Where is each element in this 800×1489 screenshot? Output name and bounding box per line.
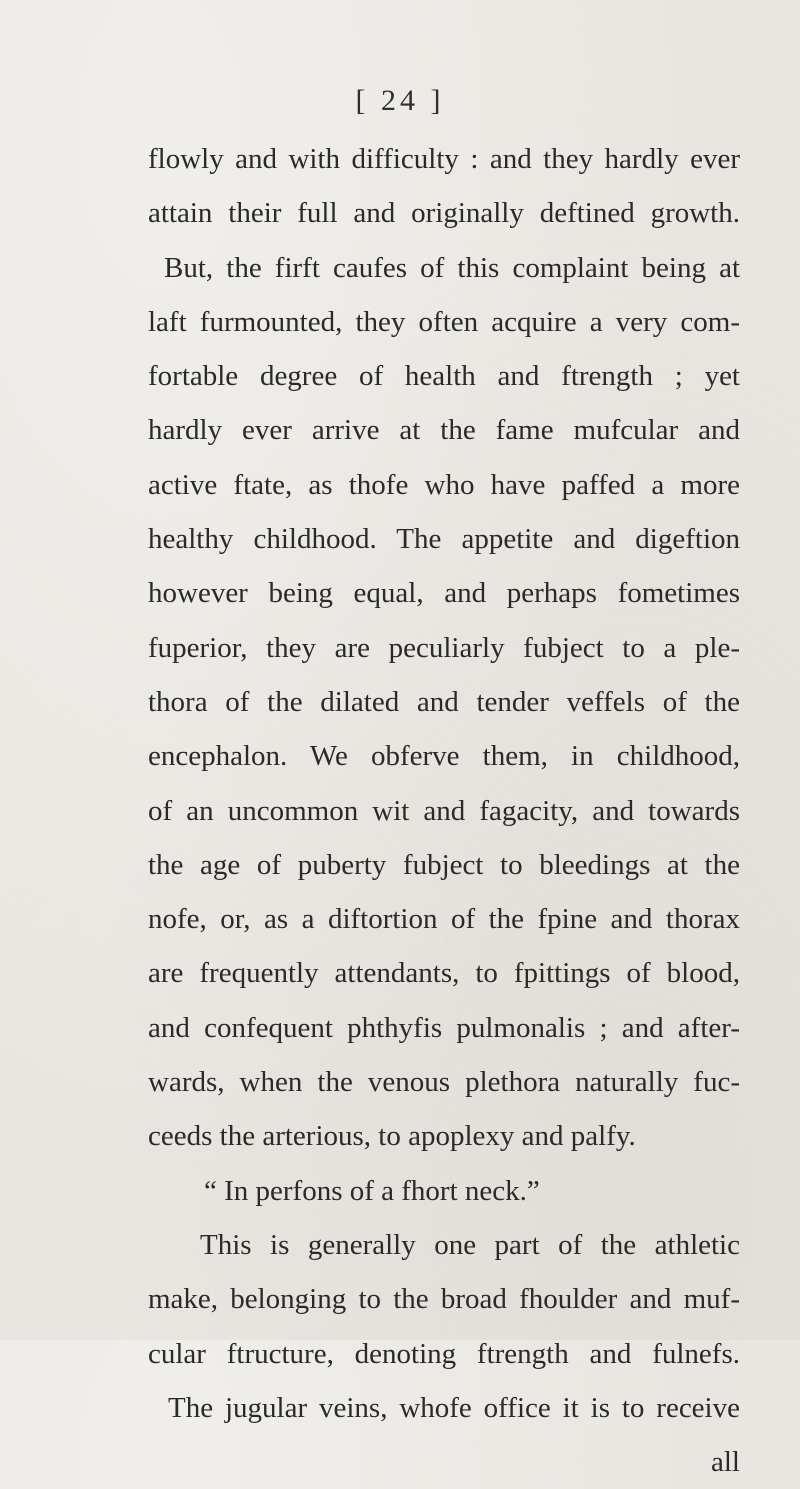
- text-line: The jugular veins, whofe office it is to receive: [168, 1391, 740, 1424]
- text-line: ceeds the arterious, to apoplexy and palfy.: [148, 1120, 636, 1153]
- text-line: of an uncommon wit and fagacity, and towards: [148, 794, 740, 827]
- text-line: are frequently attendants, to fpittings of blood,: [148, 957, 740, 990]
- text-line: hardly ever arrive at the fame mufcular and: [148, 414, 740, 447]
- text-line: nofe, or, as a diftortion of the fpine and thorax: [148, 903, 740, 936]
- text-line: wards, when the venous plethora naturally fuc-: [148, 1066, 740, 1099]
- text-line: encephalon. We obferve them, in childhood,: [148, 740, 740, 773]
- text-line: cular ftructure, denoting ftrength and fulnefs.: [148, 1337, 740, 1370]
- text-line: fortable degree of health and ftrength ; yet: [148, 360, 740, 393]
- text-line: thora of the dilated and tender veffels of the: [148, 685, 740, 718]
- text-line: flowly and with difficulty : and they hardly ever: [148, 143, 740, 175]
- text-line: “ In perfons of a fhort neck.”: [204, 1174, 540, 1207]
- text-line: healthy childhood. The appetite and digeftion: [148, 523, 740, 556]
- text-line: active ftate, as thofe who have paffed a more: [148, 468, 740, 501]
- text-line: This is generally one part of the athletic: [200, 1228, 740, 1261]
- catchword: all: [711, 1446, 740, 1479]
- text-line: however being equal, and perhaps fometimes: [148, 577, 740, 610]
- text-line: fuperior, they are peculiarly fubject to a ple-: [148, 631, 740, 664]
- text-line: make, belonging to the broad fhoulder and muf-: [148, 1283, 740, 1316]
- text-line: and confequent phthyfis pulmonalis ; and after-: [148, 1011, 740, 1044]
- text-line: attain their full and originally deftined growth.: [148, 197, 740, 230]
- text-line: laft furmounted, they often acquire a very com-: [148, 305, 740, 338]
- page-number: [ 24 ]: [355, 84, 445, 117]
- text-line: the age of puberty fubject to bleedings at the: [148, 848, 740, 881]
- body-text: [148, 132, 740, 1489]
- text-line: But, the firft caufes of this complaint being at: [164, 251, 740, 284]
